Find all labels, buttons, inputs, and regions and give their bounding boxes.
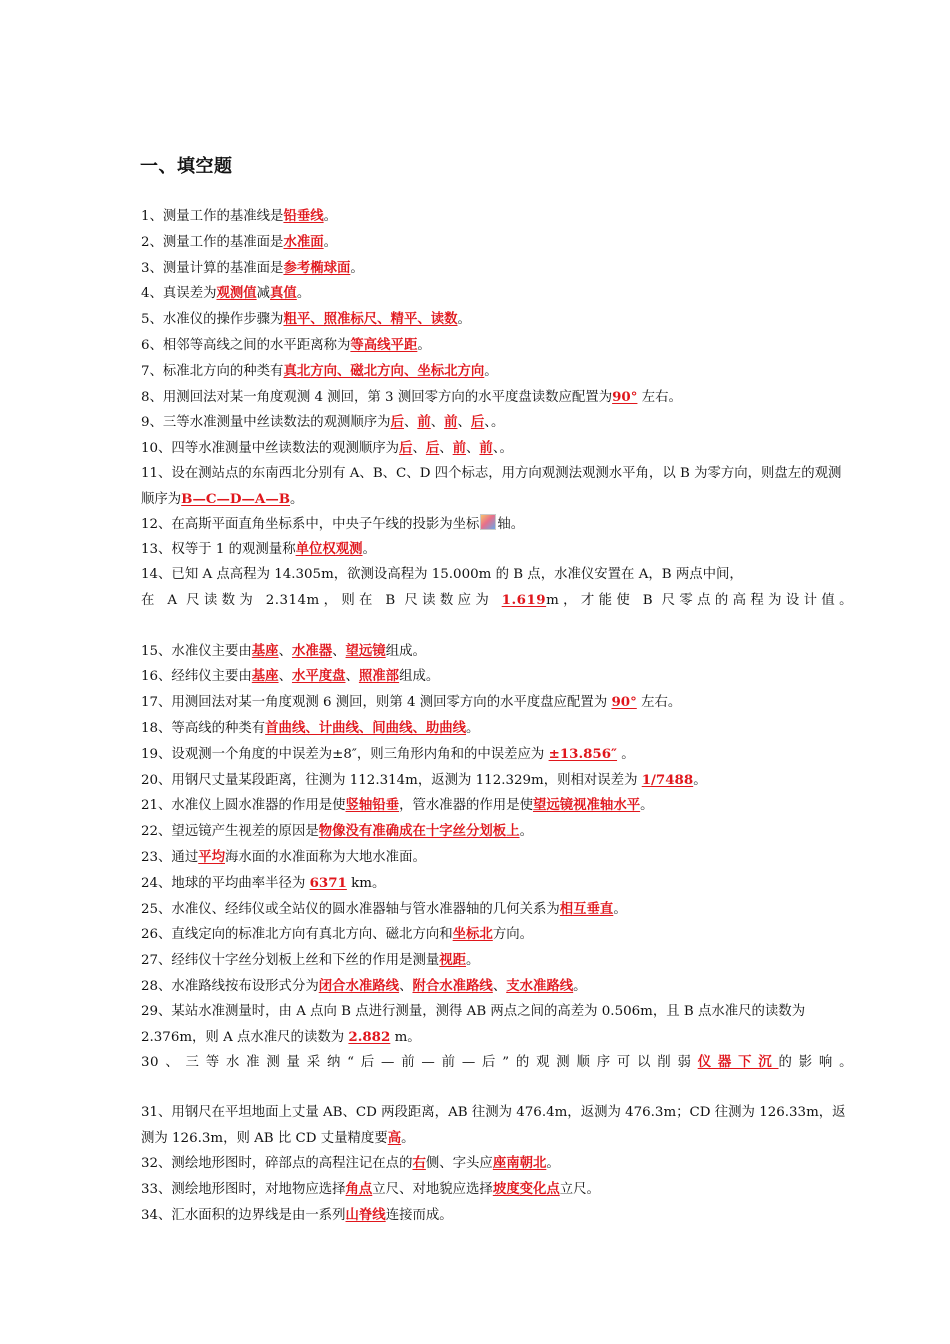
question-line [141, 716, 853, 742]
answer-text: 望远镜视准轴水平 [532, 797, 641, 814]
question-line [141, 1050, 853, 1076]
question-text: 、 [492, 978, 507, 994]
question-text: 25、水准仪、经纬仪或全站仪的圆水准器轴与管水准器轴的几何关系为 [141, 901, 560, 917]
question-text: 2、测量工作的基准面是 [141, 234, 284, 250]
question-text: 。 [296, 286, 311, 302]
question-line [141, 256, 853, 282]
question-text: 28、水准路线按布设形式分为 [141, 978, 319, 994]
answer-text: 相互垂直 [559, 900, 614, 917]
question-line [141, 281, 853, 307]
question-text: 、 [345, 669, 359, 685]
question-line [141, 333, 853, 359]
question-line [141, 690, 853, 716]
answer-text: 座南朝北 [492, 1155, 547, 1172]
question-text: 4、真误差为 [141, 286, 217, 302]
axis-image-icon [480, 514, 496, 530]
question-text: 、 [332, 643, 346, 659]
question-text: 、 [278, 669, 292, 685]
answer-text: 物像没有准确成在十字丝分划板上 [318, 823, 520, 840]
question-text: 。 [323, 209, 337, 224]
question-text: 。 [573, 978, 587, 994]
question-text: 立尺、对地貌应选择 [372, 1182, 493, 1198]
question-line [141, 897, 853, 923]
answer-text: 基座 [251, 642, 279, 659]
question-text: 33、测绘地形图时，对地物应选择 [141, 1182, 346, 1198]
answer-text: 前 [417, 414, 431, 431]
question-text: 。 [613, 901, 627, 917]
question-line [141, 1203, 853, 1229]
question-text: 在 A 尺读数为 2.314m，则在 B 尺读数应为 [141, 592, 502, 608]
question-text: 20、用钢尺丈量某段距离，往测为 112.314m，返测为 112.329m，则相对误差为 [141, 772, 642, 788]
question-line [141, 462, 853, 513]
question-line [141, 1177, 853, 1203]
question-text: 21、水准仪上圆水准器的作用是使 [141, 798, 346, 814]
question-line [141, 819, 853, 845]
question-text: 22、望远镜产生视差的原因是 [141, 824, 319, 840]
question-text: 。 [457, 312, 471, 328]
question-text: 32、测绘地形图时，碎部点的高程注记在点的 [141, 1156, 413, 1172]
question-text: 组成。 [385, 643, 426, 659]
question-text: ，管水准器的作用是使 [399, 798, 533, 814]
question-line [141, 588, 853, 614]
question-text: 轴。 [497, 516, 525, 532]
question-text: 12、在高斯平面直角坐标系中，中央子午线的投影为坐标 [141, 516, 480, 532]
answer-text: 1.619 [501, 591, 547, 608]
question-line [141, 204, 853, 230]
answer-text: 水准器 [291, 642, 333, 659]
question-line [141, 359, 853, 385]
question-text: 9、三等水准测量中丝读数法的观测顺序为 [141, 415, 391, 431]
question-text: 、 [403, 415, 418, 431]
question-list [141, 204, 853, 1229]
question-text: 19、设观测一个角度的中误差为±8″，则三角形内角和的中误差应为 [141, 746, 549, 762]
question-line [141, 742, 853, 768]
answer-text: 坐标北 [452, 926, 493, 943]
question-text: 。 [350, 260, 364, 276]
question-text: 34、汇水面积的边界线是由一系列 [141, 1208, 346, 1224]
answer-text: 90° [611, 694, 637, 711]
question-text: 。 [617, 746, 635, 762]
answer-text: 基座 [251, 668, 279, 685]
question-line [141, 845, 853, 871]
answer-text: 真北方向、磁北方向、坐标北方向 [283, 362, 485, 379]
question-line [141, 948, 853, 974]
question-line [141, 1101, 853, 1152]
question-text: 1、测量工作的基准线是 [141, 209, 284, 224]
answer-text: 望远镜 [345, 642, 386, 659]
question-text: 11、设在测站点的东南西北分别有 A、B、C、D 四个标志，用方向观测法观测水平角，以 B 为零方向，则盘左的观测顺序为 [141, 465, 842, 507]
answer-text: 后 [425, 440, 440, 457]
question-text: 17、用测回法对某一角度观测 6 测回，则第 4 测回零方向的水平度盘应配置为 [141, 695, 612, 711]
question-text: 海水面的水准面称为大地水准面。 [225, 849, 426, 865]
answer-text: B—C—D—A—B [181, 490, 291, 507]
answer-text: 粗平、照准标尺、精平、读数 [283, 311, 458, 328]
question-text: 。 [519, 824, 533, 840]
question-line [141, 513, 853, 538]
answer-text: 水准面 [283, 233, 324, 250]
question-line [141, 385, 853, 411]
question-text: 23、通过 [141, 849, 199, 865]
answer-text: 后 [390, 414, 404, 431]
answer-text: 前 [444, 414, 458, 431]
question-text: 、 [439, 441, 453, 457]
answer-text: 2.882 [348, 1028, 391, 1045]
question-text: 。 [640, 798, 654, 814]
question-text: 13、权等于 1 的观测量称 [141, 542, 296, 558]
answer-text: 高 [387, 1129, 402, 1146]
question-line [141, 1151, 853, 1177]
question-text: 立尺。 [559, 1182, 600, 1198]
question-text: 10、四等水准测量中丝读数法的观测顺序为 [141, 441, 400, 457]
question-text: 、 [399, 978, 413, 994]
question-text: m。 [390, 1029, 421, 1045]
answer-text: 山脊线 [345, 1207, 386, 1224]
question-text: 15、水准仪主要由 [141, 643, 252, 659]
answer-text: 铅垂线 [283, 208, 324, 224]
answer-text: 支水准路线 [506, 977, 574, 994]
question-text: 左右。 [637, 389, 682, 405]
answer-text: 前 [452, 440, 467, 457]
answer-text: 首曲线、计曲线、间曲线、助曲线 [265, 719, 467, 736]
question-line [141, 1000, 853, 1051]
question-text: 方向。 [492, 927, 533, 943]
question-text: 侧、字头应 [425, 1156, 493, 1172]
answer-text: 前 [479, 440, 493, 457]
question-line [141, 922, 853, 948]
answer-text: 观测值 [216, 285, 257, 302]
question-line [141, 410, 853, 436]
question-line [141, 230, 853, 256]
question-text: 8、用测回法对某一角度观测 4 测回，第 3 测回零方向的水平度盘读数应配置为 [141, 389, 613, 405]
question-text: 、。 [492, 441, 513, 457]
answer-text: 水平度盘 [291, 668, 346, 685]
question-text: 、 [457, 415, 471, 431]
answer-text: 右 [412, 1155, 426, 1172]
question-line [141, 639, 853, 665]
question-text: 左右。 [636, 695, 682, 711]
question-text: 连接而成。 [385, 1208, 453, 1224]
answer-text: 90° [612, 388, 638, 405]
question-text: 。 [362, 542, 376, 558]
question-text: 、 [278, 643, 292, 659]
question-text: 的影响。 [778, 1055, 854, 1071]
question-line [141, 793, 853, 819]
question-text: m，才能使 B 尺零点的高程为设计值。 [546, 592, 853, 608]
question-text: 31、用钢尺在平坦地面上丈量 AB、CD 两段距离，AB 往测为 476.4m，返测为 476.3m；CD 往测为 126.33m，返测为 126.3m，则 AB 比 CD 丈量精度要 [141, 1104, 846, 1146]
question-text: km。 [346, 875, 386, 891]
answer-text: 1/7488 [641, 771, 694, 788]
question-text: 。 [466, 953, 480, 969]
question-line [141, 537, 853, 563]
answer-text: 平均 [198, 848, 225, 865]
question-text: 24、地球的平均曲率半径为 [141, 875, 310, 891]
question-text: 。 [323, 234, 337, 250]
question-line [141, 307, 853, 333]
question-text: 减 [256, 286, 271, 302]
question-text: 。 [417, 337, 431, 353]
answer-text: 仪器下沉 [697, 1054, 779, 1071]
question-text: 5、水准仪的操作步骤为 [141, 312, 284, 328]
question-text: 18、等高线的种类有 [141, 720, 266, 736]
question-text: 组成。 [399, 669, 440, 685]
answer-text: 后 [399, 440, 413, 457]
section-heading: 一、填空题 [140, 156, 233, 177]
question-line [141, 664, 853, 690]
question-text: 。 [693, 772, 707, 788]
question-line [141, 436, 853, 462]
question-line [141, 871, 853, 897]
question-text: 29、某站水准测量时，由 A 点向 B 点进行测量，测得 AB 两点之间的高差为 0.506m，且 B 点水准尺的读数为 2.376m，则 A 点水准尺的读数为 [141, 1003, 806, 1045]
answer-text: 坡度变化点 [492, 1181, 560, 1198]
answer-text: 附合水准路线 [412, 977, 493, 994]
answer-text: 等高线平距 [350, 336, 418, 353]
answer-text: ±13.856″ [548, 745, 618, 762]
question-text: 。 [290, 491, 304, 507]
answer-text: 照准部 [358, 668, 400, 685]
question-text: 16、经纬仪主要由 [141, 669, 252, 685]
question-text: 、。 [484, 415, 505, 431]
answer-text: 后 [470, 414, 485, 431]
question-text: 、 [430, 415, 445, 431]
answer-text: 竖轴铅垂 [345, 797, 400, 814]
answer-text: 单位权观测 [295, 541, 363, 558]
answer-text: 真值 [270, 285, 297, 302]
answer-text: 6371 [309, 874, 347, 891]
question-line [141, 974, 853, 1000]
answer-text: 视距 [439, 952, 467, 969]
question-text: 6、相邻等高线之间的水平距离称为 [141, 337, 351, 353]
answer-text: 角点 [345, 1181, 373, 1198]
question-line [141, 563, 853, 588]
answer-text: 参考椭球面 [283, 259, 351, 276]
question-text: 26、直线定向的标准北方向有真北方向、磁北方向和 [141, 927, 453, 943]
question-text: 。 [466, 720, 480, 736]
question-text: 。 [401, 1130, 415, 1146]
question-text: 。 [546, 1156, 560, 1172]
question-text: 、 [466, 441, 480, 457]
question-text: 14、已知 A 点高程为 14.305m，欲测设高程为 15.000m 的 B 点，水准仪安置在 A，B 两点中间， [141, 567, 743, 583]
answer-text: 闭合水准路线 [318, 977, 400, 994]
question-text: 30、三等水准测量采纳“后—前—前—后”的观测顺序可以削弱 [141, 1055, 698, 1071]
question-text: 。 [484, 363, 498, 379]
question-text: 27、经纬仪十字丝分划板上丝和下丝的作用是测量 [141, 953, 440, 969]
question-text: 7、标准北方向的种类有 [141, 363, 284, 379]
question-line [141, 768, 853, 794]
question-text: 、 [412, 441, 426, 457]
question-text: 3、测量计算的基准面是 [141, 260, 284, 276]
